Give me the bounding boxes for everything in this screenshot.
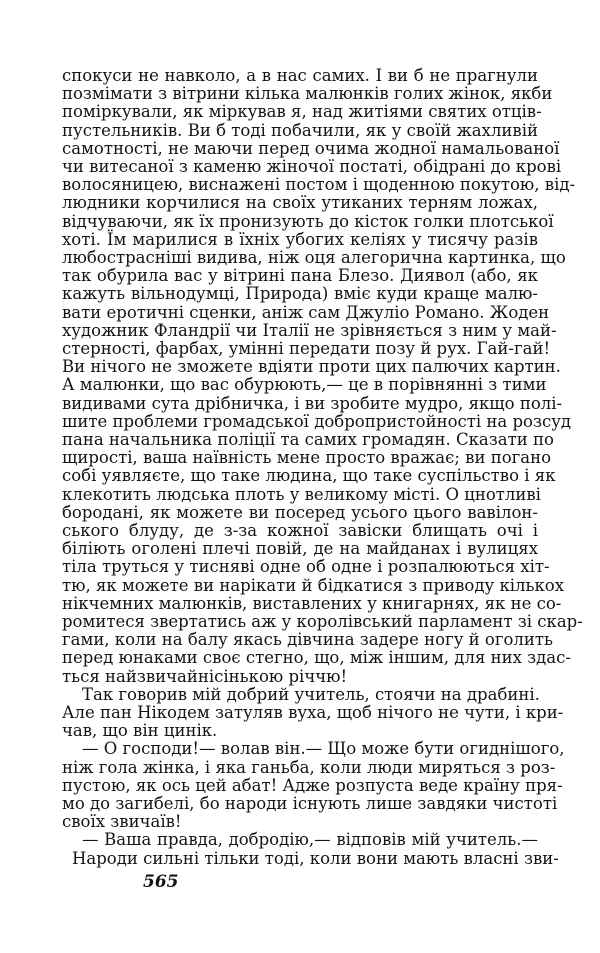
text-line: пустельників. Ви б тоді побачили, як у своїй жахливій xyxy=(62,120,538,140)
text-line: біліють оголені плечі повій, де на майданах і вулицях xyxy=(62,539,538,559)
text-line: А малюнки, що вас обурюють,— це в порівнянні з тими xyxy=(62,375,547,395)
text-line: ського блуду, де з-за кожної завіски блищать очі і xyxy=(62,521,538,540)
text-line: — Ваша правда, добродію,— відповів мій учитель.— xyxy=(82,830,538,850)
text-line: самотності, не маючи перед очима жодної намальованої xyxy=(62,138,560,158)
text-line: — О господи!— волав він.— Що може бути огиднішого, xyxy=(82,739,565,759)
text-line: Народи сильні тільки тоді, коли вони мають власні зви- xyxy=(72,848,559,868)
text-line: видивами сута дрібничка, і ви зробите мудро, якщо полі- xyxy=(62,393,563,413)
text-line: своїх звичаїв! xyxy=(62,812,182,832)
text-line: ромитеся звертатись аж у королівський парламент зі скар- xyxy=(62,612,583,631)
text-line: тю, як можете ви нарікати й бідкатися з приводу кількох xyxy=(62,575,565,595)
text-line: кажуть вільнодумці, Природа) вміє куди краще малю- xyxy=(62,284,538,304)
text-line: чи витесаної з каменю жіночої постаті, обідрані до крові xyxy=(62,157,562,176)
text-line: нікчемних малюнків, виставлених у книгарнях, як не со- xyxy=(62,593,562,613)
text-line: так обурила вас у вітрині пана Блезо. Диявол (або, як xyxy=(62,266,538,286)
text-line: шите проблеми громадської добропристойності на розсуд xyxy=(62,411,572,431)
text-line: людники корчилися на своїх утиканих терням ложах, xyxy=(62,193,538,213)
text-line: бородані, як можете ви посеред усього цього вавілон- xyxy=(62,502,538,522)
text-line: поміркували, як міркував я, над житіями святих отців- xyxy=(62,102,542,122)
text-line: гами, коли на балу якась дівчина задере ногу й оголить xyxy=(62,630,554,650)
text-line: мо до загибелі, бо народи існують лише завдяки чистоті xyxy=(62,794,558,813)
text-line: хоті. Їм марилися в їхніх убогих келіях у тисячу разів xyxy=(62,229,538,249)
text-line: пана начальника поліції та самих громадян. Сказати по xyxy=(62,430,554,449)
text-line: щирості, ваша наївність мене просто вражає; ви погано xyxy=(62,448,552,468)
text-line: вати еротичні сценки, аніж сам Джуліо Романо. Жоден xyxy=(62,302,550,322)
text-line: позмімати з вітрини кілька малюнків голих жінок, якби xyxy=(62,84,553,104)
text-line: любострасніші видива, ніж оця алегорична картинка, що xyxy=(62,248,566,267)
text-line: собі уявляєте, що таке людина, що таке суспільство і як xyxy=(62,466,556,486)
text-line: клекотить людська плоть у великому місті. О цнотливі xyxy=(62,484,541,504)
text-line: ться найзвичайнісінькою річчю! xyxy=(62,666,348,686)
text-line: чав, що він цинік. xyxy=(62,721,218,741)
text-line: відчуваючи, як їх пронизують до кісток голки плотської xyxy=(62,211,554,231)
text-line: спокуси не навколо, а в нас самих. І ви б не прагнули xyxy=(62,66,538,85)
text-line: Ви нічого не зможете вдіяти проти цих палючих картин. xyxy=(62,357,561,377)
text-line: художник Фландрії чи Італії не зрівняється з ним у май- xyxy=(62,320,557,340)
page-number: 565 xyxy=(143,872,179,892)
text-line: пустою, як ось цей абат! Адже розпуста веде країну пря- xyxy=(62,775,563,795)
text-line: перед юнаками своє стегно, що, між іншим, для них здас- xyxy=(62,648,571,668)
text-line: тіла труться у тисняві одне об одне і розпалюються хіт- xyxy=(62,557,550,577)
text-line: стерності, фарбах, умінні передати позу й рух. Гай-гай! xyxy=(62,339,551,358)
text-line: волосяницею, виснажені постом і щоденною покутою, від- xyxy=(62,175,576,195)
text-line: ніж гола жінка, і яка ганьба, коли люди миряться з роз- xyxy=(62,757,556,777)
text-line: Але пан Нікодем затуляв вуха, щоб нічого не чути, і кри- xyxy=(62,703,564,722)
text-line: Так говорив мій добрий учитель, стоячи на драбині. xyxy=(82,684,540,704)
